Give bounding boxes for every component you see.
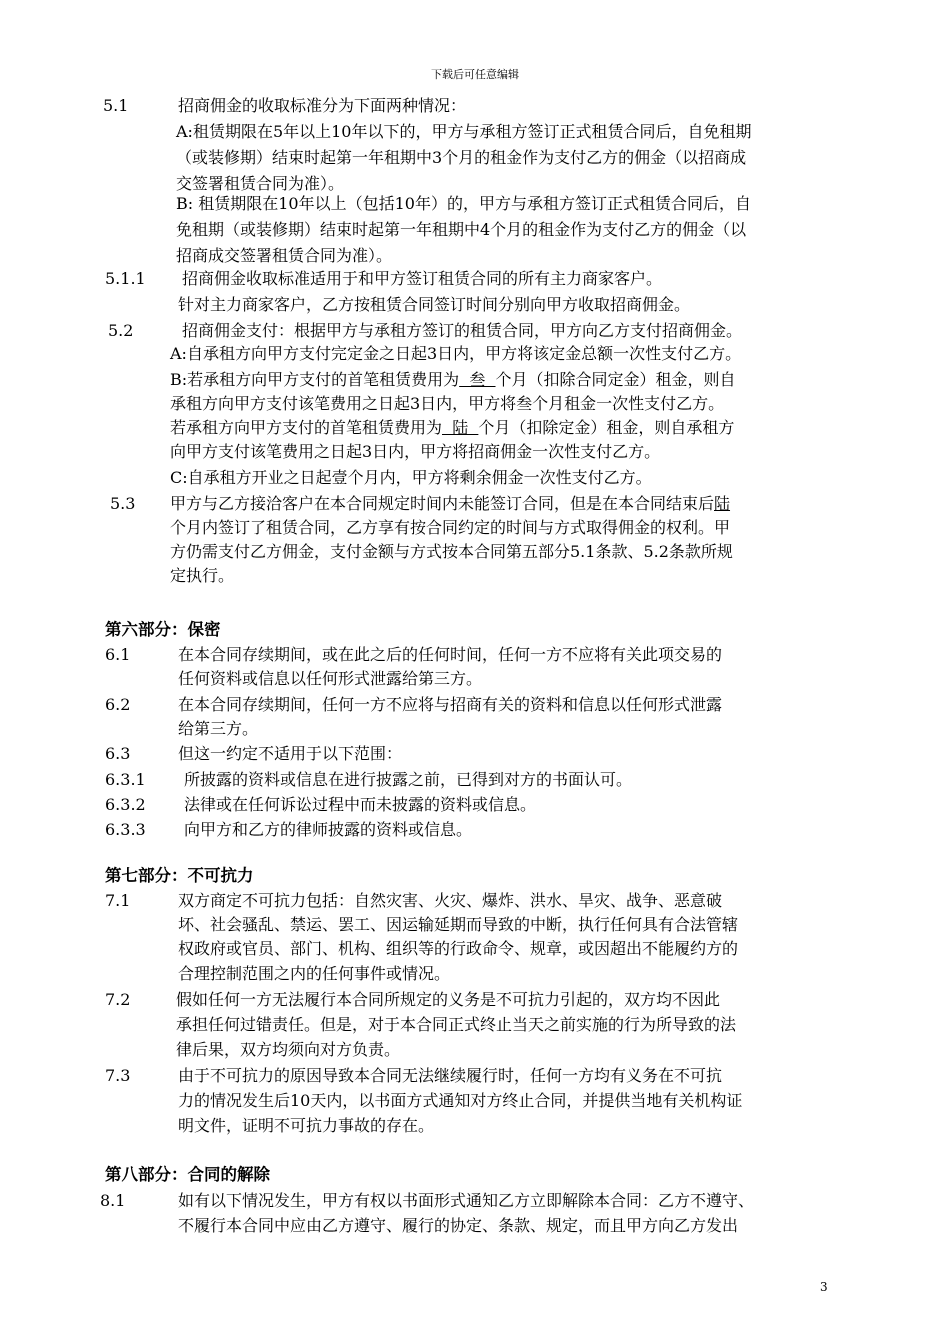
clause-line: 在本合同存续期间，任何一方不应将与招商有关的资料和信息以任何形式泄露 [178, 695, 723, 714]
fill-in-blank: 叁 [459, 370, 496, 389]
clause-line: 承担任何过错责任。但是，对于本合同正式终止当天之前实施的行为所导致的法 [176, 1015, 737, 1034]
clause-number: 6.3.2 [105, 795, 146, 814]
clause-number: 6.1 [105, 645, 131, 664]
fill-in-blank: 陆 [442, 418, 479, 437]
clause-line: 双方商定不可抗力包括：自然灾害、火灾、爆炸、洪水、旱灾、战争、恶意破 [178, 891, 723, 910]
clause-line: （或装修期）结束时起第一年租期中3个月的租金作为支付乙方的佣金（以招商成 [176, 148, 747, 167]
clause-line: 不履行本合同中应由乙方遵守、履行的协定、条款、规定，而且甲方向乙方发出 [178, 1216, 739, 1235]
clause-line: 个月内签订了租赁合同，乙方享有按合同约定的时间与方式取得佣金的权利。甲 [170, 518, 731, 537]
clause-line: 任何资料或信息以任何形式泄露给第三方。 [178, 669, 483, 688]
clause-line: 假如任何一方无法履行本合同所规定的义务是不可抗力引起的，双方均不因此 [176, 990, 721, 1009]
clause-line: B: 租赁期限在10年以上（包括10年）的，甲方与承租方签订正式租赁合同后，自 [176, 194, 751, 213]
clause-line: 向甲方支付该笔费用之日起3日内，甲方将招商佣金一次性支付乙方。 [170, 442, 661, 461]
clause-line: 向甲方和乙方的律师披露的资料或信息。 [184, 820, 473, 839]
clause-number: 7.1 [105, 891, 131, 910]
clause-line: 甲方与乙方接洽客户在本合同规定时间内未能签订合同，但是在本合同结束后陆 [170, 494, 731, 513]
clause-line: 律后果，双方均须向对方负责。 [176, 1040, 401, 1059]
clause-line: 所披露的资料或信息在进行披露之前，已得到对方的书面认可。 [184, 770, 633, 789]
clause-line: 但这一约定不适用于以下范围： [178, 744, 403, 763]
clause-line: 权政府或官员、部门、机构、组织等的行政命令、规章，或因超出不能履约方的 [178, 939, 739, 958]
clause-number: 5.1.1 [105, 269, 146, 288]
clause-line: 免租期（或装修期）结束时起第一年租期中4个月的租金作为支付乙方的佣金（以 [176, 220, 747, 239]
page-number: 3 [820, 1280, 828, 1294]
section-heading: 第八部分：合同的解除 [105, 1165, 270, 1184]
clause-line: A:自承租方向甲方支付完定金之日起3日内，甲方将该定金总额一次性支付乙方。 [170, 344, 742, 363]
clause-line: 如有以下情况发生，甲方有权以书面形式通知乙方立即解除本合同：乙方不遵守、 [178, 1191, 755, 1210]
clause-line: 方仍需支付乙方佣金，支付金额与方式按本合同第五部分5.1条款、5.2条款所规 [170, 542, 733, 561]
clause-number: 6.3.1 [105, 770, 146, 789]
clause-number: 6.2 [105, 695, 131, 714]
clause-line: 针对主力商家客户，乙方按租赁合同签订时间分别向甲方收取招商佣金。 [178, 295, 691, 314]
section-heading: 第六部分：保密 [105, 620, 221, 639]
clause-line: 力的情况发生后10天内，以书面方式通知对方终止合同，并提供当地有关机构证 [178, 1091, 743, 1110]
clause-line: 坏、社会骚乱、禁运、罢工、因运输延期而导致的中断，执行任何具有合法管辖 [178, 915, 739, 934]
section-heading: 第七部分：不可抗力 [105, 866, 254, 885]
clause-line: 招商成交签署租赁合同为准）。 [176, 246, 393, 265]
clause-line: 定执行。 [170, 566, 235, 585]
clause-line: 合理控制范围之内的任何事件或情况。 [178, 964, 451, 983]
clause-number: 7.3 [105, 1066, 131, 1085]
clause-line: 法律或在任何诉讼过程中而未披露的资料或信息。 [184, 795, 537, 814]
clause-title: 招商佣金支付：根据甲方与承租方签订的租赁合同，甲方向乙方支付招商佣金。 [182, 321, 743, 340]
clause-line: B:若承租方向甲方支付的首笔租赁费用为 叁 个月（扣除合同定金）租金，则自 [170, 370, 736, 389]
clause-number: 6.3.3 [105, 820, 146, 839]
fill-in-blank: 陆 [714, 494, 731, 513]
clause-number: 5.3 [110, 494, 136, 513]
clause-line: A:租赁期限在5年以上10年以下的，甲方与承租方签订正式租赁合同后，自免租期 [176, 122, 752, 141]
clause-number: 5.2 [108, 321, 134, 340]
clause-number: 8.1 [100, 1191, 126, 1210]
clause-line: C:自承租方开业之日起壹个月内，甲方将剩余佣金一次性支付乙方。 [170, 468, 652, 487]
clause-line: 若承租方向甲方支付的首笔租赁费用为 陆 个月（扣除定金）租金，则自承租方 [170, 418, 735, 437]
clause-line: 明文件，证明不可抗力事故的存在。 [178, 1116, 435, 1135]
clause-line: 交签署租赁合同为准）。 [176, 174, 345, 193]
clause-number: 6.3 [105, 744, 131, 763]
page-header: 下载后可任意编辑 [431, 68, 519, 81]
clause-line: 在本合同存续期间，或在此之后的任何时间，任何一方不应将有关此项交易的 [178, 645, 723, 664]
clause-number: 5.1 [103, 96, 129, 115]
clause-line: 招商佣金收取标准适用于和甲方签订租赁合同的所有主力商家客户。 [182, 269, 663, 288]
clause-number: 7.2 [105, 990, 131, 1009]
clause-line: 给第三方。 [178, 719, 259, 738]
clause-line: 由于不可抗力的原因导致本合同无法继续履行时，任何一方均有义务在不可抗 [178, 1066, 723, 1085]
clause-line: 承租方向甲方支付该笔费用之日起3日内，甲方将叁个月租金一次性支付乙方。 [170, 394, 725, 413]
clause-title: 招商佣金的收取标准分为下面两种情况： [178, 96, 467, 115]
